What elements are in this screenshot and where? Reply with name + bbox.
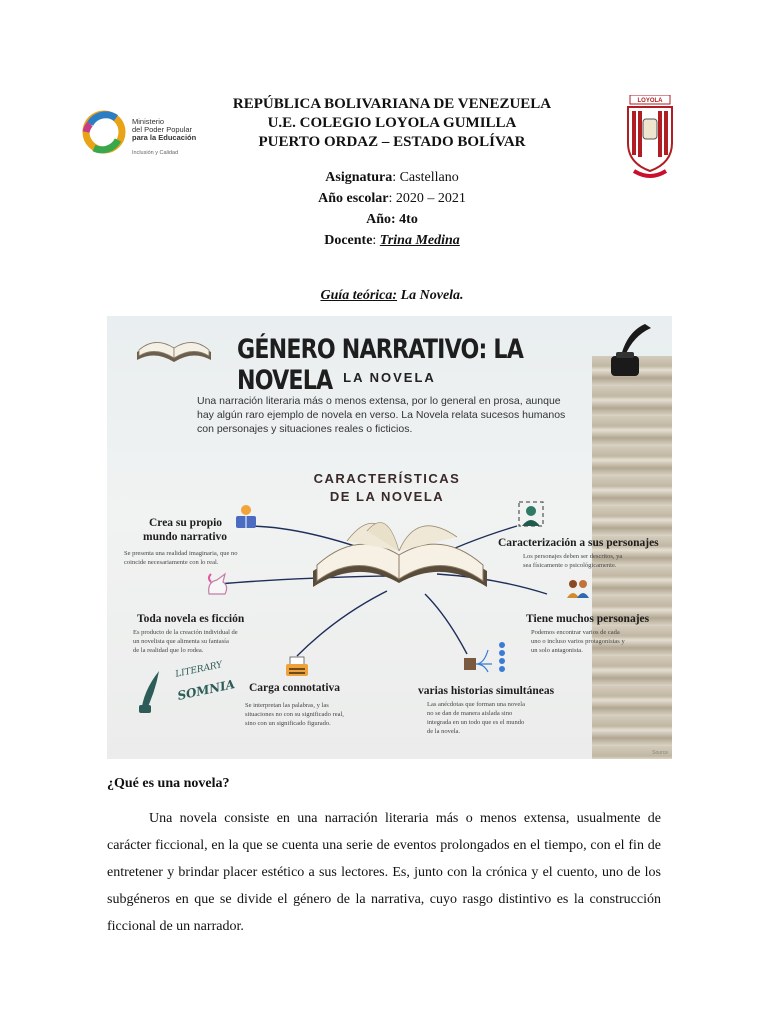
- item-fiction-title: Toda novela es ficción: [137, 613, 245, 625]
- item-connotative-title: Carga connotativa: [249, 682, 341, 694]
- school-shield: [624, 95, 676, 181]
- teacher-name: Trina Medina: [379, 233, 460, 248]
- literary-somnia-logo: [137, 661, 247, 717]
- teacher-label: Docente: [324, 233, 373, 248]
- item-own-world-text: Se presenta una realidad imaginaria, que no coincide necesariamente con lo real.: [124, 550, 238, 566]
- grade-label: Año: 4to: [366, 212, 418, 227]
- item-simultaneous-text: Las anécdotas que forman una novela no se dan de manera aislada sino integrada en un todo que es el mundo de la novela.: [427, 701, 526, 735]
- character-portrait-icon: [517, 500, 545, 528]
- school-year-label: Año escolar: [318, 191, 389, 206]
- subject-value: Castellano: [399, 170, 459, 185]
- typewriter-icon: [285, 656, 309, 678]
- infographic-description: Una narración literaria más o menos extensa, por lo general en prosa, aunque hay algún raro ejemplo de novela en verso. La Novela relata sucesos humanos con personajes y situaciones reales o ficticios.: [197, 395, 566, 435]
- item-many-characters-text: Podemos encontrar varios de cada uno o incluso varios protagonistas y un solo antagonista.: [531, 629, 625, 654]
- guide-label: Guía teórica:: [320, 288, 398, 303]
- central-book-icon: [307, 501, 492, 611]
- item-fiction-text: Es producto de la creación individual de un novelista que alimenta su fantasía de la realidad que lo rodea.: [133, 629, 238, 654]
- school-shield-icon: [624, 95, 676, 181]
- ministry-tagline: Inclusión y Calidad: [132, 150, 179, 156]
- shield-label: LOYOLA: [637, 98, 663, 104]
- item-connotative-text: Se interpretan las palabras, y las situaciones no con su significado real, sino con un significado figurado.: [245, 702, 344, 727]
- guide-title: [180, 286, 604, 306]
- characteristics-line1: CARACTERÍSTICAS: [313, 471, 461, 486]
- grade-line: [180, 210, 604, 230]
- novel-definition-paragraph: Una novela consiste en una narración literaria más o menos extensa, usualmente de carácter ficcional, en la que se cuenta una serie de eventos prolongados en el tiempo, con el fin de entretener y brindar placer estético a sus lectores. Es, junto con la crónica y el cuento, uno de los subgéneros en que se divide el género de la narrativa, cuyo rasgo distintivo es la construcción ficcional de un narrador.: [107, 811, 661, 934]
- story-network-icon: [462, 642, 508, 674]
- reader-icon: [233, 504, 259, 530]
- subject-label: Asignatura: [325, 170, 393, 185]
- infographic-title: GÉNERO NARRATIVO: LA NOVELA: [237, 334, 524, 396]
- quill-pen-icon: [137, 669, 163, 715]
- ministry-line3: para la Educación: [132, 133, 197, 142]
- ministry-line1: Ministerio: [132, 117, 165, 126]
- logo-text-literary: LITERARY: [174, 660, 224, 680]
- logo-text-somnia: SOMNIA: [176, 677, 237, 703]
- characteristics-line2: DE LA NOVELA: [329, 489, 445, 504]
- school-year-value: 2020 – 2021: [395, 191, 466, 206]
- teacher-line: Docente: Trina Medina: [324, 233, 460, 248]
- infographic: [107, 316, 672, 759]
- header-republic: REPÚBLICA BOLIVARIANA DE VENEZUELA: [232, 96, 552, 112]
- unicorn-icon: [203, 572, 233, 598]
- ministry-emblem-icon: [80, 110, 130, 156]
- school-year-line: Año escolar: 2020 – 2021: [318, 191, 466, 206]
- infographic-credit: Source: [652, 750, 668, 756]
- question-heading: ¿Qué es una novela?: [107, 776, 230, 791]
- item-characterization-text: Los personajes deben ser descritos, ya sea físicamente o psicológicamente.: [523, 553, 623, 569]
- guide-topic: La Novela.: [400, 288, 464, 303]
- item-many-characters-title: Tiene muchos personajes: [526, 613, 650, 625]
- header-school: U.E. COLEGIO LOYOLA GUMILLA: [267, 115, 517, 131]
- infographic-subtitle: LA NOVELA: [343, 370, 436, 385]
- item-own-world-title: Crea su propio mundo narrativo: [143, 517, 228, 543]
- item-simultaneous-title: varias historias simultáneas: [418, 685, 555, 697]
- ministry-line2: del Poder Popular: [132, 125, 193, 134]
- item-characterization-title: Caracterización a sus personajes: [498, 537, 659, 549]
- people-group-icon: [565, 578, 591, 600]
- subject-line: Asignatura: Castellano: [325, 170, 459, 185]
- header-location: PUERTO ORDAZ – ESTADO BOLÍVAR: [258, 134, 526, 150]
